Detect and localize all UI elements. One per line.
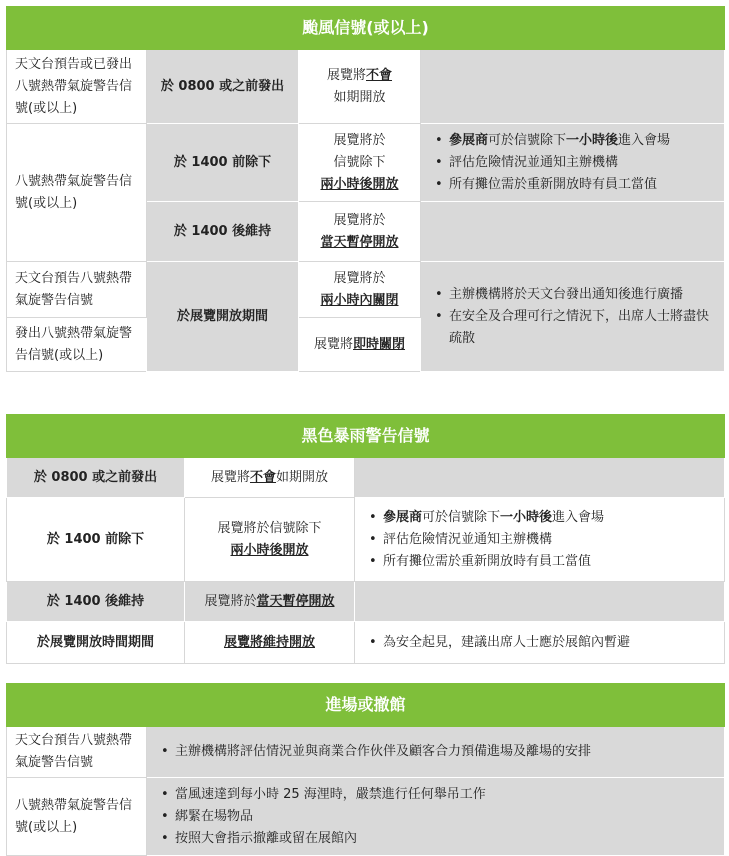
rainstorm-r1-notes	[355, 458, 725, 498]
typhoon-r1-status: 展覽將不會 如期開放	[299, 50, 421, 124]
list-item: • 在安全及合理可行之情況下，出席人士將盡快疏散	[449, 306, 716, 350]
moveinout-r2-notes	[147, 778, 725, 856]
rainstorm-r4-time: 於展覽開放時間期間	[7, 622, 185, 664]
moveinout-r1-condition: 天文台預告八號熱帶氣旋警告信號	[7, 727, 147, 778]
rainstorm-r3-status: 展覽將於當天暫停開放	[185, 582, 355, 622]
rainstorm-r4-status: 展覽將維持開放	[185, 622, 355, 664]
typhoon-r5-condition: 發出八號熱帶氣旋警告信號(或以上)	[7, 318, 147, 372]
list-item: • 評估危險情況並通知主辦機構	[383, 529, 716, 551]
moveinout-title: 進場或撤館	[7, 684, 725, 727]
rainstorm-r1-time: 於 0800 或之前發出	[7, 458, 185, 498]
rainstorm-r2-notes	[355, 498, 725, 582]
list-item: • 主辦機構將於天文台發出通知後進行廣播	[449, 284, 716, 306]
typhoon-r2-time: 於 1400 前除下	[147, 124, 299, 202]
rainstorm-r2-time: 於 1400 前除下	[7, 498, 185, 582]
rainstorm-r1-status: 展覽將不會如期開放	[185, 458, 355, 498]
typhoon-r3-status: 展覽將於 當天暫停開放	[299, 202, 421, 262]
typhoon-r2-notes	[421, 124, 725, 202]
list-item: • 主辦機構將評估情況並與商業合作伙伴及顧客合力預備進場及離場的安排	[175, 741, 716, 763]
rainstorm-r2-status: 展覽將於信號除下 兩小時後開放	[185, 498, 355, 582]
list-item: • 綁緊在場物品	[175, 806, 716, 828]
rainstorm-r3-time: 於 1400 後維持	[7, 582, 185, 622]
typhoon-r4-time: 於展覽開放期間	[147, 262, 299, 372]
list-item: • 所有攤位需於重新開放時有員工當值	[449, 174, 716, 196]
typhoon-r3-time: 於 1400 後維持	[147, 202, 299, 262]
typhoon-r2-condition: 八號熱帶氣旋警告信號(或以上)	[7, 124, 147, 262]
typhoon-r1-time: 於 0800 或之前發出	[147, 50, 299, 124]
list-item: • 評估危險情況並通知主辦機構	[449, 152, 716, 174]
typhoon-r4-status: 展覽將於 兩小時內關閉	[299, 262, 421, 318]
moveinout-table	[6, 683, 725, 856]
typhoon-r3-notes	[421, 202, 725, 262]
list-item: • 參展商可於信號除下一小時後進入會場	[449, 130, 716, 152]
list-item: • 為安全起見，建議出席人士應於展館內暫避	[383, 632, 716, 654]
rainstorm-r4-notes	[355, 622, 725, 664]
rainstorm-r3-notes	[355, 582, 725, 622]
typhoon-r4-condition: 天文台預告八號熱帶氣旋警告信號	[7, 262, 147, 318]
rainstorm-title: 黑色暴雨警告信號	[7, 415, 725, 458]
typhoon-table	[6, 6, 725, 372]
typhoon-r5-status: 展覽將即時關閉	[299, 318, 421, 372]
moveinout-r2-condition: 八號熱帶氣旋警告信號(或以上)	[7, 778, 147, 856]
typhoon-r1-condition: 天文台預告或已發出八號熱帶氣旋警告信號(或以上)	[7, 50, 147, 124]
moveinout-r1-notes	[147, 727, 725, 778]
typhoon-title: 颱風信號(或以上)	[7, 7, 725, 50]
typhoon-r4-notes	[421, 262, 725, 372]
typhoon-r2-status: 展覽將於 信號除下 兩小時後開放	[299, 124, 421, 202]
list-item: • 所有攤位需於重新開放時有員工當值	[383, 551, 716, 573]
typhoon-r1-notes	[421, 50, 725, 124]
rainstorm-table	[6, 414, 725, 664]
list-item: • 按照大會指示撤離或留在展館內	[175, 828, 716, 850]
list-item: • 當風速達到每小時 25 海浬時，嚴禁進行任何舉吊工作	[175, 784, 716, 806]
list-item: • 參展商可於信號除下一小時後進入會場	[383, 507, 716, 529]
